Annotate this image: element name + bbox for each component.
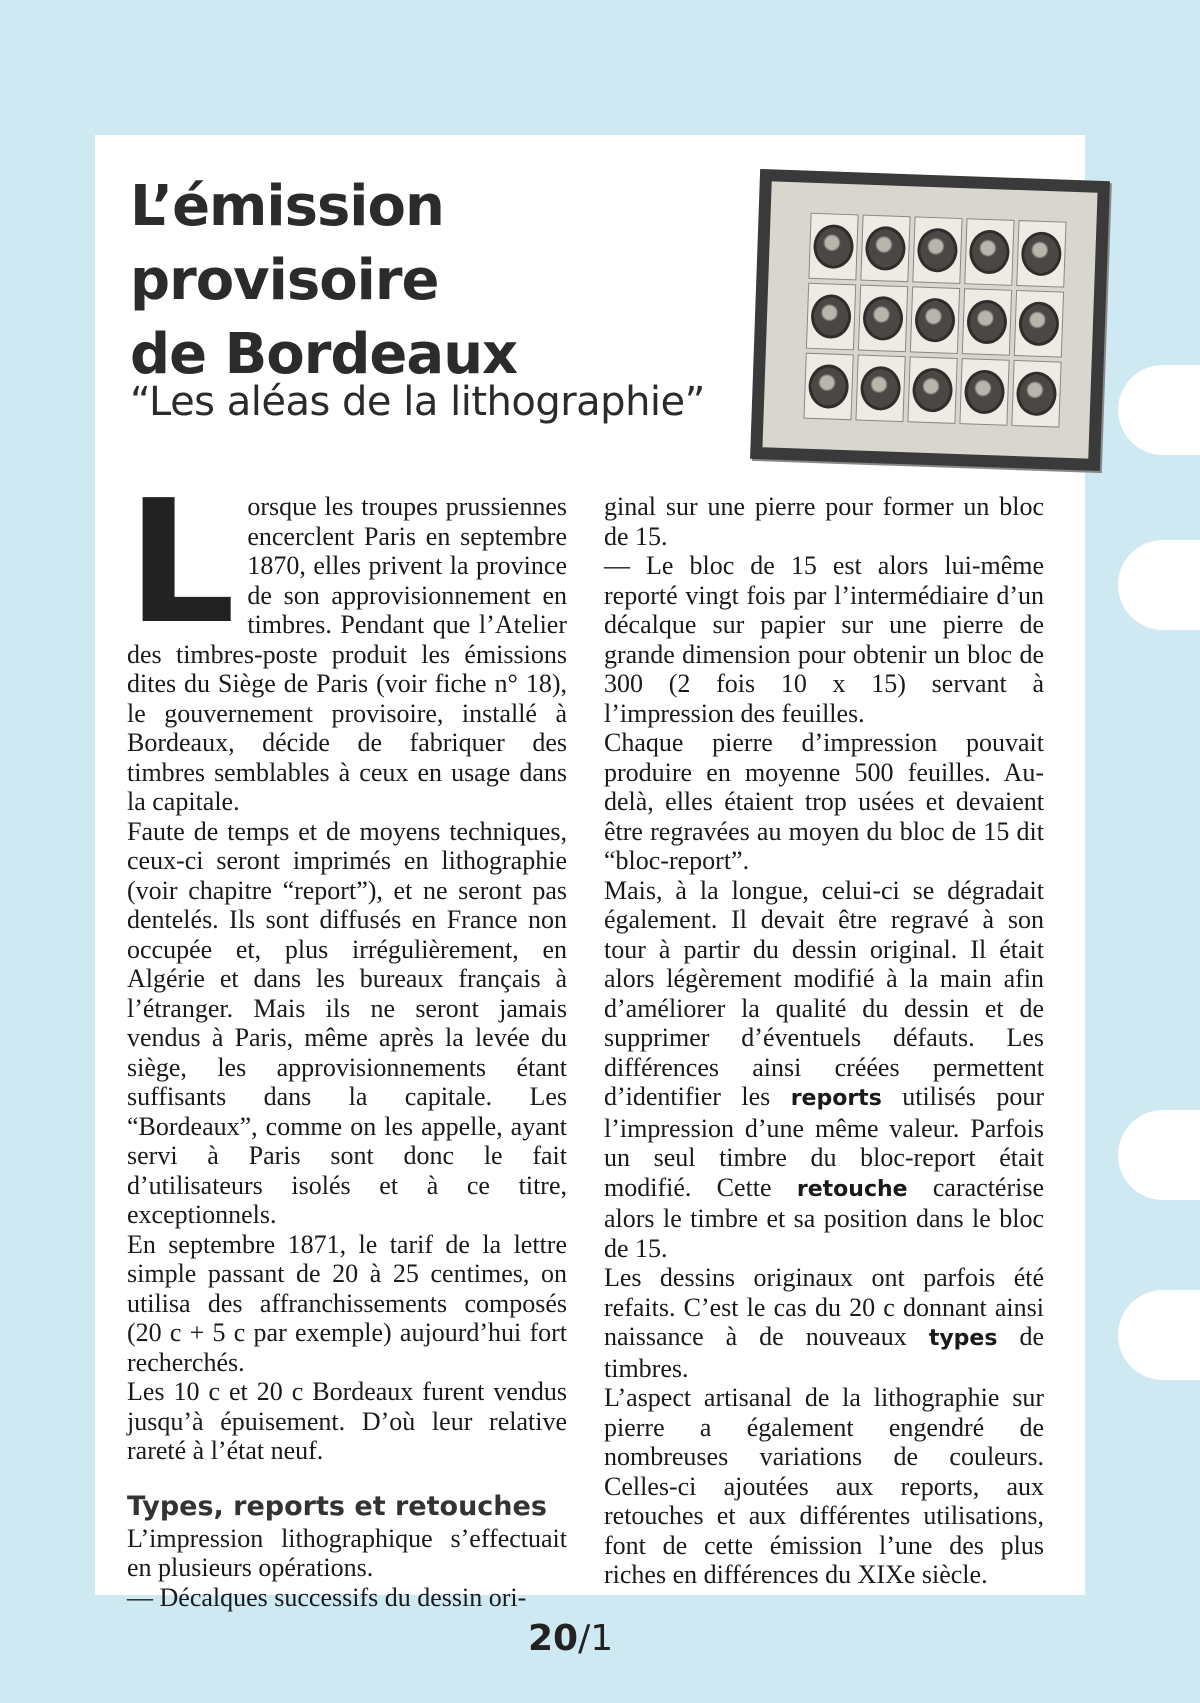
drop-cap: L (127, 464, 236, 662)
paragraph: L’aspect artisanal de la lithographie sur pierre a également engendré de nombreuses variations de couleurs. Celles-ci ajoutées aux reports, aux retouches et aux différentes utilisations, font de cette émission l’une des plus riches en différences du XIXe siècle. (604, 1383, 1044, 1589)
paragraph (604, 876, 1044, 1264)
stamp (1011, 360, 1061, 428)
binder-hole (1118, 540, 1200, 630)
paragraph: L’impression lithographique s’effectuait en plusieurs opérations. (127, 1523, 567, 1582)
stamp-sheet-image (750, 169, 1110, 471)
paragraph: Chaque pierre d’impression pouvait produire en moyenne 500 feuilles. Au-delà, elles étaient trop usées et devaient être regravées au moyen du bloc de 15 dit “bloc-report”. (604, 728, 1044, 875)
stamp-portrait (860, 366, 902, 411)
stamp-portrait (810, 294, 852, 339)
stamp (910, 286, 960, 354)
stamp-portrait (966, 299, 1008, 344)
stamp (959, 358, 1009, 426)
right-column (604, 492, 1044, 1590)
text-run: Mais, à la longue, celui-ci se dégradait également. Il devait être regravé à son tour à partir du dessin original. Il était alors légèrement modifié à la main afin d’améliorer la qualité du dessin et de supprimer d’éventuels défauts. Les différences ainsi créées permettent d’identifier les (604, 875, 1044, 1111)
binder-hole (1118, 1290, 1200, 1380)
keyword-retouche: retouche (796, 1176, 908, 1202)
stamp-portrait (813, 224, 855, 269)
paragraph: ginal sur une pierre pour former un bloc de 15. (604, 492, 1044, 551)
binder-hole (1118, 365, 1200, 455)
stamp-portrait (808, 364, 850, 409)
stamp-grid (762, 181, 1097, 458)
stamp-portrait (969, 229, 1011, 274)
stamp-portrait (1016, 371, 1058, 416)
left-column (127, 464, 567, 1612)
stamp (808, 213, 858, 281)
keyword-types: types (928, 1326, 998, 1351)
stamp (912, 216, 962, 284)
text-run: Les dessins originaux ont parfois été refaits. C’est le cas du 20 c donnant ainsi naissance à de nouveaux (604, 1263, 1044, 1351)
paragraph: Faute de temps et de moyens techniques, ceux-ci seront imprimés en lithographie (voir chapitre “report”), et ne seront pas dentelés. Ils sont diffusés en France non occupée et, plus irrégulièrement, en Algérie et dans les bureaux français à l’étranger. Mais ils ne seront jamais vendus à Paris, même après la levée du siège, les approvisionnements étant suffisants dans la capitale. Les “Bordeaux”, comme on les appelle, ayant servi à Paris sont donc le fait d’utilisateurs isolés et à ce titre, exceptionnels. (127, 816, 567, 1229)
stamp (803, 353, 853, 421)
stamp (858, 285, 908, 353)
text-run: de timbres. (604, 1322, 1045, 1383)
paragraph: orsque les troupes prussiennes encerclent Paris en septembre 1870, elles privent la province de son approvisionnement en timbres. Pendant que l’Atelier des timbres-poste produit les émissions dites du Siège de Paris (voir fiche n° 18), le gouvernement provisoire, installé à Bordeaux, décide de fabriquer des timbres semblables à ceux en usage dans la capitale. (127, 492, 567, 816)
paragraph (604, 1263, 1044, 1383)
stamp-portrait (917, 228, 959, 273)
page-subtitle: “Les aléas de la lithographie” (130, 379, 705, 425)
stamp (855, 354, 905, 422)
paragraph: — Le bloc de 15 est alors lui-même reporté vingt fois par l’intermédiaire d’un décalque sur papier sur une pierre de grande dimension pour obtenir un bloc de 300 (2 fois 10 x 15) servant à l’impression des feuilles. (604, 551, 1044, 728)
stamp (907, 356, 957, 424)
binder-hole (1118, 1110, 1200, 1200)
title-line-2: de Bordeaux (130, 322, 518, 387)
stamp-portrait (914, 297, 956, 342)
page-number-minor: /1 (578, 1618, 614, 1659)
stamp (1014, 290, 1064, 358)
stamp (860, 215, 910, 283)
paragraph: En septembre 1871, le tarif de la lettre simple passant de 20 à 25 centimes, on utilisa des affranchissements composés (20 c + 5 c par exemple) aujourd’hui fort recherchés. (127, 1229, 567, 1377)
stamp (964, 218, 1014, 286)
page-title (130, 170, 750, 392)
stamp (1016, 220, 1066, 288)
text-run: utilisés pour l’impression d’une même valeur. Parfois un seul timbre du bloc-report était modifié. Cette (604, 1082, 1044, 1202)
article-body (127, 464, 1047, 1612)
stamp-portrait (912, 367, 954, 412)
paragraph: Les 10 c et 20 c Bordeaux furent vendus jusqu’à épuisement. D’où leur relative rareté à l’état neuf. (127, 1377, 567, 1465)
paragraph: — Décalques successifs du dessin ori- (127, 1582, 527, 1612)
text-run: caractérise alors le timbre et sa position dans le bloc de 15. (604, 1172, 1044, 1263)
stamp-portrait (865, 226, 907, 271)
section-heading: Types, reports et retouches (127, 1490, 547, 1522)
keyword-reports: reports (790, 1086, 882, 1111)
page-number-major: 20 (528, 1618, 579, 1659)
stamp-portrait (862, 296, 904, 341)
stamp (806, 283, 856, 351)
stamp-portrait (1018, 301, 1060, 346)
title-line-1: L’émission provisoire (130, 174, 444, 313)
stamp (962, 288, 1012, 356)
stamp-portrait (1021, 231, 1063, 276)
page-number (528, 1618, 613, 1659)
stamp-portrait (964, 369, 1006, 414)
